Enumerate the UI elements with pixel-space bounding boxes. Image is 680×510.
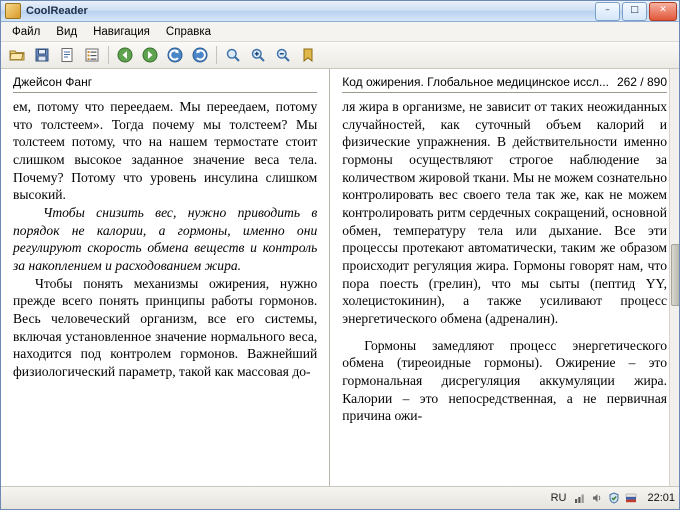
language-indicator[interactable]: RU bbox=[550, 492, 567, 504]
paragraph: ем, потому что переедаем. Мы переедаем, потому что толстеем». Тогда почему мы толстеем? Мы толстеем потому, что на нашем термостате стоит слишком высокое заданное значение веса тела. Почему? Потому что уровень инсулина слишком высокий. bbox=[13, 99, 318, 203]
prev-page-icon[interactable] bbox=[113, 43, 137, 67]
reader-area[interactable] bbox=[1, 69, 679, 487]
left-page-text bbox=[13, 98, 317, 381]
book-title: Код ожирения. Глобальное медицинское иссл... bbox=[342, 75, 609, 89]
zoom-out-icon[interactable] bbox=[271, 43, 295, 67]
shield-icon[interactable] bbox=[608, 492, 620, 504]
zoom-in-icon[interactable] bbox=[246, 43, 270, 67]
forward-icon[interactable] bbox=[188, 43, 212, 67]
open-file-icon[interactable] bbox=[5, 43, 29, 67]
next-page-icon[interactable] bbox=[138, 43, 162, 67]
flag-icon[interactable] bbox=[625, 492, 637, 504]
quote-paragraph: Чтобы снизить вес, нужно приводить в порядок не калории, а гормоны, именно они регулируют скорость обмена веществ и контроль за накоплением и расходованием жира. bbox=[13, 205, 318, 274]
window-controls bbox=[595, 2, 677, 21]
author-name: Джейсон Фанг bbox=[13, 75, 93, 89]
book-icon bbox=[5, 3, 21, 19]
save-icon[interactable] bbox=[30, 43, 54, 67]
network-icon[interactable] bbox=[574, 492, 586, 504]
menu-item-file[interactable]: Файл bbox=[12, 25, 41, 38]
status-bar bbox=[1, 487, 679, 509]
paragraph: Гормоны замедляют процесс энергетического обмена (тиреоидные гормоны). Ожирение – это гормональная дисрегуляция аккумуляции жира. Калории – это непосредственная, а не первичная причина ожи- bbox=[342, 337, 667, 424]
right-page-header bbox=[342, 75, 667, 93]
left-page[interactable] bbox=[1, 69, 330, 486]
volume-icon[interactable] bbox=[591, 492, 603, 504]
close-button[interactable]: ✕ bbox=[649, 2, 677, 21]
maximize-button[interactable]: □ bbox=[622, 2, 647, 21]
menu-bar bbox=[1, 22, 679, 42]
paragraph: ля жира в организме, не зависит от таких неожиданных случайностей, как суточный объем калорий и физические упражнения. В действительности именно гормоны осуществляют строгое наблюдение за количеством жировой ткани. Мы не можем сознательно контролировать вес своего тела так же, как не можем контролировать ритм сердечных сокращений, основной обмен, температуру тела или дыхание. Все эти процессы протекают автоматически, таким же образом происходит регуляция жира. Гормоны говорят нам, что пора поесть (грелин), что мы сыты (пептид YY, холецистокинин), а также усиливают процесс энергетического обмена (адреналин). bbox=[342, 99, 667, 327]
status-tray bbox=[551, 492, 675, 504]
bookmark-icon[interactable] bbox=[296, 43, 320, 67]
tray-icons bbox=[574, 492, 637, 504]
toolbar bbox=[1, 42, 679, 69]
toc-icon[interactable] bbox=[80, 43, 104, 67]
window-title: CoolReader bbox=[26, 5, 88, 17]
menu-item-help[interactable]: Справка bbox=[165, 25, 212, 38]
menu-item-view[interactable]: Вид bbox=[56, 25, 78, 38]
vertical-scrollbar[interactable] bbox=[669, 69, 679, 486]
clock[interactable]: 22:01 bbox=[647, 492, 675, 504]
search-icon[interactable] bbox=[221, 43, 245, 67]
properties-icon[interactable] bbox=[55, 43, 79, 67]
menu-item-navigation[interactable]: Навигация bbox=[93, 25, 150, 38]
title-bar bbox=[1, 1, 679, 22]
right-page-text bbox=[342, 98, 667, 425]
left-page-header bbox=[13, 75, 317, 93]
page-indicator: 262 / 890 bbox=[616, 75, 667, 89]
right-page[interactable] bbox=[330, 69, 679, 486]
minimize-button[interactable]: – bbox=[595, 2, 620, 21]
paragraph: Чтобы понять механизмы ожирения, нужно прежде всего понять принципы работы гормонов. Весь человеческий организм, все его системы, включая установленное значение нормального веса, находится под контролем гормонов. Важнейший физиологический параметр, такой как массовая до- bbox=[13, 275, 318, 380]
paragraph-spacer bbox=[342, 328, 667, 337]
toolbar-separator bbox=[108, 46, 109, 64]
scrollbar-thumb[interactable] bbox=[671, 244, 679, 306]
back-icon[interactable] bbox=[163, 43, 187, 67]
toolbar-separator bbox=[216, 46, 217, 64]
